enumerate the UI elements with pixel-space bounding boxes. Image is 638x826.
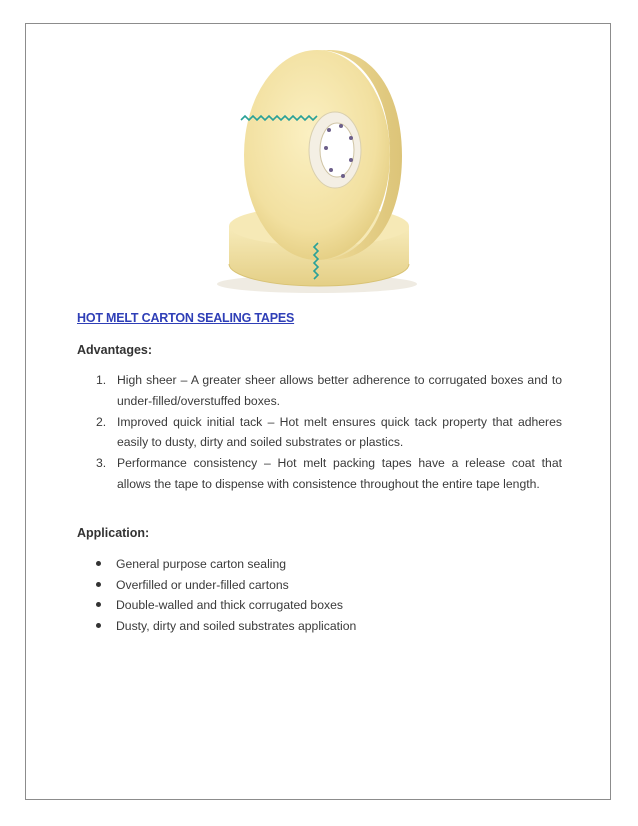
advantages-label: Advantages: [77,343,153,357]
list-text: Improved quick initial tack – Hot melt ensures quick tack property that adheres easily to dusty, dirty and soiled substrates or plastics. [117,414,562,450]
list-number: 1. [96,373,107,387]
bullet-icon [96,602,101,607]
list-item [77,453,562,495]
tape-roll-icon [205,38,435,296]
core-hole [320,123,354,177]
list-text: Dusty, dirty and soiled substrates application [116,618,357,633]
list-item [77,554,562,575]
list-item [77,412,562,454]
bullet-icon [96,623,101,628]
bullet-icon [96,582,101,587]
application-label: Application: [77,526,150,540]
list-item [77,575,562,596]
list-item [77,595,562,616]
advantages-list [77,370,562,495]
list-item [77,370,562,412]
list-number: 2. [96,414,107,429]
bullet-icon [96,561,101,566]
list-text: Performance consistency – Hot melt packing tapes have a release coat that allows the tape to dispense with consistence throughout the entire tape length. [117,456,562,491]
list-text: Overfilled or under-filled cartons [116,577,289,592]
application-list [77,554,562,636]
list-text: Double-walled and thick corrugated boxes [116,598,343,612]
section-heading: HOT MELT CARTON SEALING TAPES [77,311,295,325]
list-number: 3. [96,456,107,471]
list-text: General purpose carton sealing [116,557,287,571]
list-item [77,616,562,637]
list-text: High sheer – A greater sheer allows better adherence to corrugated boxes and to under-filled/overstuffed boxes. [117,373,562,408]
